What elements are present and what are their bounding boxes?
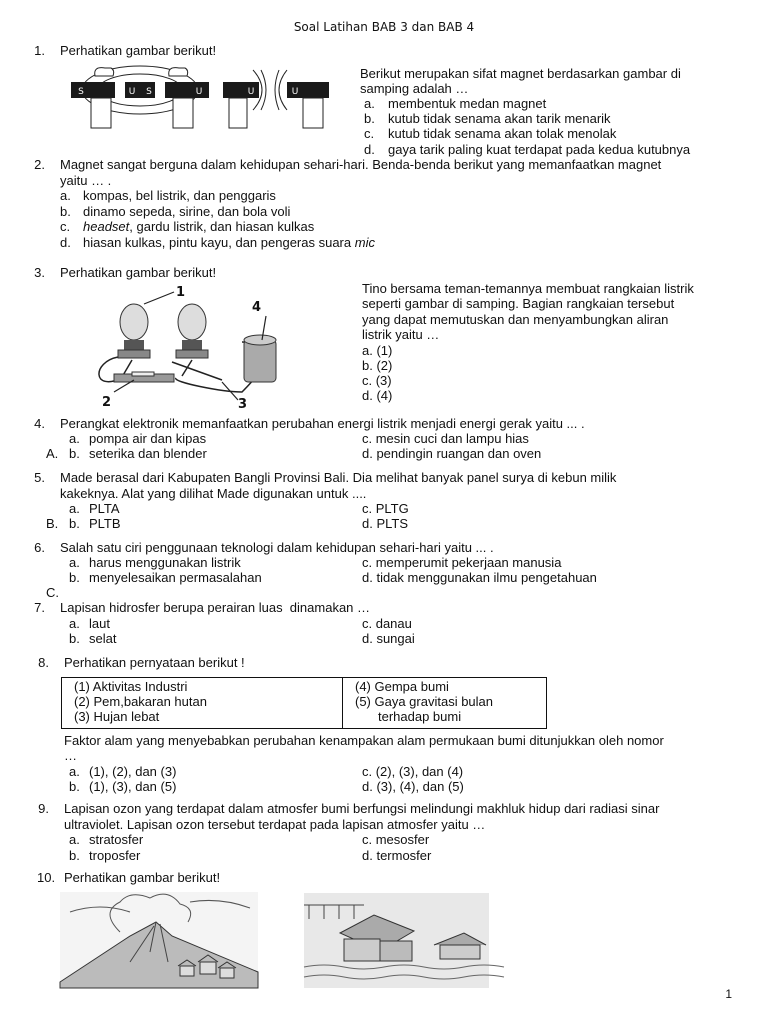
option-text: menyelesaikan permasalahan [89, 570, 262, 585]
q3-option-c[interactable]: c. (3) [362, 373, 392, 388]
q1-desc-line2: samping adalah … [360, 81, 469, 96]
q3-option-b[interactable]: b. (2) [362, 358, 393, 373]
page-title: Soal Latihan BAB 3 dan BAB 4 [293, 20, 475, 34]
statement-5: (5) Gaya gravitasi bulan [355, 694, 494, 709]
pole-label: S [146, 87, 152, 97]
statement-table [61, 677, 547, 729]
q6-option-d[interactable]: d. tidak menggunakan ilmu pengetahuan [362, 570, 597, 585]
q6-stem: Salah satu ciri penggunaan teknologi dalam kehidupan sehari-hari yaitu ... . [60, 540, 494, 555]
flood-image [304, 893, 489, 988]
q1-option-b[interactable] [364, 111, 611, 126]
q3-stem: Perhatikan gambar berikut! [60, 265, 217, 280]
q4-option-c[interactable]: c. mesin cuci dan lampu hias [362, 431, 529, 446]
option-text: kompas, bel listrik, dan penggaris [83, 188, 276, 203]
option-letter: b. [69, 848, 80, 863]
q2-option-c[interactable] [60, 219, 315, 234]
q6-option-b[interactable] [69, 570, 262, 585]
option-text: , gardu listrik, dan hiasan kulkas [129, 219, 315, 234]
option-letter: a. [69, 616, 80, 631]
option-letter: c. [364, 126, 375, 141]
q3-option-a[interactable]: a. (1) [362, 343, 393, 358]
option-text: (1), (2), dan (3) [89, 764, 177, 779]
q8-question-line1: Faktor alam yang menyebabkan perubahan kenampakan alam permukaan bumi ditunjukkan oleh nomor [64, 733, 664, 748]
option-letter: b. [69, 446, 80, 461]
option-letter: b. [69, 570, 80, 585]
pole-label: U [247, 87, 255, 97]
pole-label: U [291, 87, 299, 97]
q1-desc-line1: Berikut merupakan sifat magnet berdasarkan gambar di [360, 66, 681, 81]
q1-option-d[interactable] [364, 142, 691, 157]
option-text: dinamo sepeda, sirine, dan bola voli [83, 204, 291, 219]
pole-label: S [78, 87, 84, 97]
option-text: PLTB [89, 516, 121, 531]
option-italic: headset [83, 219, 130, 234]
q9-stem-line2: ultraviolet. Lapisan ozon tersebut terdapat pada lapisan atmosfer yaitu … [64, 817, 486, 832]
option-letter: b. [364, 111, 375, 126]
statement-1: (1) Aktivitas Industri [74, 679, 188, 694]
q2-number: 2. [34, 157, 45, 172]
option-text: (1), (3), dan (5) [89, 779, 177, 794]
volcano-image [60, 892, 258, 988]
q10-number: 10. [37, 870, 56, 885]
q6-number: 6. [34, 540, 45, 555]
q9-option-b[interactable] [69, 848, 141, 863]
q2-option-b[interactable] [60, 204, 291, 219]
q2-stem-line1: Magnet sangat berguna dalam kehidupan sehari-hari. Benda-benda berikut yang memanfaatkan magnet [60, 157, 662, 172]
option-letter: a. [69, 431, 80, 446]
q8-question-line2: … [64, 748, 77, 763]
q7-stem: Lapisan hidrosfer berupa perairan luas dinamakan … [60, 600, 371, 615]
option-text: gaya tarik paling kuat terdapat pada kedua kutubnya [388, 142, 691, 157]
option-italic: mic [354, 235, 375, 250]
q9-option-a[interactable] [69, 832, 144, 847]
circuit-label-4: 4 [252, 300, 262, 315]
pole-label: U [128, 87, 136, 97]
option-letter: a. [69, 764, 80, 779]
q6-stray-marker: C. [46, 585, 59, 600]
statement-2: (2) Pem,bakaran hutan [74, 694, 207, 709]
q8-option-c[interactable]: c. (2), (3), dan (4) [362, 764, 464, 779]
q3-desc-line1: Tino bersama teman-temannya membuat rangkaian listrik [362, 281, 694, 296]
option-text: kutub tidak senama akan tarik menarik [388, 111, 611, 126]
q6-option-c[interactable]: c. memperumit pekerjaan manusia [362, 555, 562, 570]
statement-5-cont: terhadap bumi [378, 709, 462, 724]
q8-option-d[interactable]: d. (3), (4), dan (5) [362, 779, 464, 794]
q8-option-b[interactable] [69, 779, 177, 794]
option-text: troposfer [89, 848, 141, 863]
q5-option-d[interactable]: d. PLTS [362, 516, 409, 531]
q5-number: 5. [34, 470, 45, 485]
q2-option-a[interactable] [60, 188, 276, 203]
q10-stem: Perhatikan gambar berikut! [64, 870, 221, 885]
q1-stem: Perhatikan gambar berikut! [60, 43, 217, 58]
q3-option-d[interactable]: d. (4) [362, 388, 393, 403]
q4-option-d[interactable]: d. pendingin ruangan dan oven [362, 446, 542, 461]
q1-option-c[interactable] [364, 126, 617, 141]
statement-4: (4) Gempa bumi [355, 679, 449, 694]
q5-stray-marker: B. [46, 516, 59, 531]
q9-option-d[interactable]: d. termosfer [362, 848, 432, 863]
q7-option-d[interactable]: d. sungai [362, 631, 415, 646]
option-letter: a. [69, 832, 80, 847]
q4-number: 4. [34, 416, 45, 431]
q7-number: 7. [34, 600, 45, 615]
q2-option-d[interactable] [60, 235, 375, 250]
q4-stray-marker: A. [46, 446, 59, 461]
q4-option-b[interactable] [69, 446, 207, 461]
option-letter: c. [60, 219, 71, 234]
q3-number: 3. [34, 265, 45, 280]
option-letter: b. [69, 779, 80, 794]
option-letter: a. [60, 188, 71, 203]
circuit-label-3: 3 [238, 397, 248, 412]
option-letter: a. [69, 501, 80, 516]
option-text: hiasan kulkas, pintu kayu, dan pengeras suara [83, 235, 355, 250]
q7-option-a[interactable] [69, 616, 110, 631]
option-text: laut [89, 616, 110, 631]
pole-label: U [195, 87, 203, 97]
option-letter: b. [69, 631, 80, 646]
q5-option-b[interactable] [69, 516, 121, 531]
q5-option-a[interactable] [69, 501, 120, 516]
option-text: membentuk medan magnet [388, 96, 547, 111]
q5-stem-line1: Made berasal dari Kabupaten Bangli Provinsi Bali. Dia melihat banyak panel surya di kebun milik [60, 470, 617, 485]
q1-option-a[interactable] [364, 96, 547, 111]
circuit-label-2: 2 [102, 395, 112, 410]
option-text: kutub tidak senama akan tolak menolak [388, 126, 617, 141]
option-letter: a. [364, 96, 375, 111]
q7-option-c[interactable]: c. danau [362, 616, 412, 631]
option-letter: d. [60, 235, 71, 250]
option-text: stratosfer [89, 832, 144, 847]
q4-option-a[interactable] [69, 431, 207, 446]
q8-option-a[interactable] [69, 764, 177, 779]
q6-option-a[interactable] [69, 555, 241, 570]
q3-desc-line2: seperti gambar di samping. Bagian rangkaian tersebut [362, 296, 675, 311]
q5-option-c[interactable]: c. PLTG [362, 501, 409, 516]
q8-number: 8. [38, 655, 49, 670]
magnet-figure [65, 62, 335, 132]
q9-option-c[interactable]: c. mesosfer [362, 832, 430, 847]
q1-number: 1. [34, 43, 45, 58]
option-text: PLTA [89, 501, 120, 516]
q8-stem: Perhatikan pernyataan berikut ! [64, 655, 245, 670]
statement-3: (3) Hujan lebat [74, 709, 160, 724]
option-text: seterika dan blender [89, 446, 207, 461]
option-letter: d. [364, 142, 375, 157]
q3-desc-line3: yang dapat memutuskan dan menyambungkan aliran [362, 312, 669, 327]
circuit-figure [92, 282, 302, 412]
q4-stem: Perangkat elektronik memanfaatkan perubahan energi listrik menjadi energi gerak yaitu ... . [60, 416, 585, 431]
option-text: selat [89, 631, 117, 646]
option-letter: b. [60, 204, 71, 219]
q5-stem-line2: kakeknya. Alat yang dilihat Made digunakan untuk .... [60, 486, 367, 501]
option-text: harus menggunakan listrik [89, 555, 241, 570]
page-number: 1 [725, 987, 732, 1001]
circuit-label-1: 1 [176, 285, 186, 300]
q7-option-b[interactable] [69, 631, 117, 646]
q9-stem-line1: Lapisan ozon yang terdapat dalam atmosfer bumi berfungsi melindungi makhluk hidup dari radiasi sinar [64, 801, 660, 816]
q2-stem-line2: yaitu … . [60, 173, 112, 188]
option-text: pompa air dan kipas [89, 431, 207, 446]
option-letter: a. [69, 555, 80, 570]
q3-desc-line4: listrik yaitu … [362, 327, 440, 342]
q9-number: 9. [38, 801, 49, 816]
option-letter: b. [69, 516, 80, 531]
